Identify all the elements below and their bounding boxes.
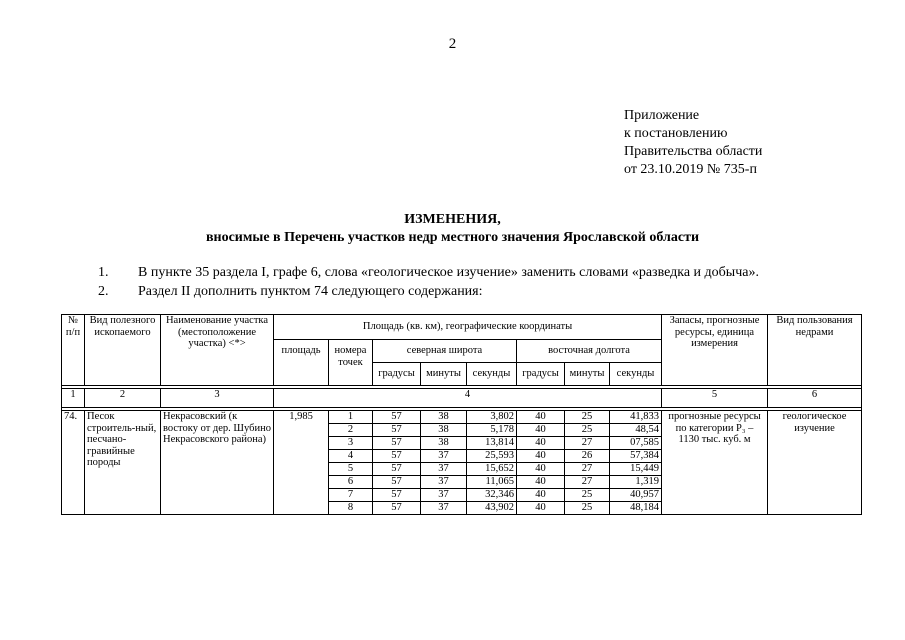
entry-site: Некрасовский (к востоку от дер. Шубино Некрасовского района) (161, 411, 274, 515)
east-deg: 40 (517, 502, 565, 515)
north-sec: 32,346 (467, 489, 517, 502)
north-deg: 57 (373, 411, 421, 424)
title-heading: ИЗМЕНЕНИЯ, (404, 212, 501, 227)
north-sec: 25,593 (467, 450, 517, 463)
entry-number: 74. (62, 411, 85, 515)
east-sec: 48,54 (610, 424, 662, 437)
east-min: 25 (565, 424, 610, 437)
east-sec: 41,833 (610, 411, 662, 424)
table-row (62, 411, 862, 424)
north-deg: 57 (373, 476, 421, 489)
point-number: 4 (329, 450, 373, 463)
list-item-text: В пункте 35 раздела I, графе 6, слова «геологическое изучение» заменить словами «разведка и добыча». (138, 265, 759, 280)
entry-area: 1,985 (274, 411, 329, 515)
list-item (98, 263, 759, 282)
entry-usage: геологическое изучение (768, 411, 862, 515)
entry-mineral: Песок строитель-ный, песчано-гравийные породы (85, 411, 161, 515)
header-area: площадь (274, 340, 329, 386)
amendment-list (98, 263, 759, 301)
column-number: 5 (662, 389, 768, 408)
page-number: 2 (448, 36, 457, 52)
north-sec: 43,902 (467, 502, 517, 515)
appendix-line: Правительства области (624, 144, 763, 159)
header-east-sec: секунды (610, 363, 662, 386)
document-title (0, 211, 905, 247)
header-east-min: минуты (565, 363, 610, 386)
point-number: 3 (329, 437, 373, 450)
east-min: 25 (565, 502, 610, 515)
header-north-deg: градусы (373, 363, 421, 386)
east-min: 26 (565, 450, 610, 463)
column-number: 4 (274, 389, 662, 408)
east-deg: 40 (517, 489, 565, 502)
east-sec: 40,957 (610, 489, 662, 502)
list-item-number: 2. (98, 284, 109, 299)
east-sec: 15,449 (610, 463, 662, 476)
header-num: № п/п (62, 315, 85, 386)
header-north-min: минуты (421, 363, 467, 386)
appendix-date-line: от 23.10.2019 № 735-п (624, 162, 757, 177)
north-deg: 57 (373, 424, 421, 437)
north-min: 38 (421, 424, 467, 437)
east-deg: 40 (517, 450, 565, 463)
east-sec: 57,384 (610, 450, 662, 463)
north-sec: 11,065 (467, 476, 517, 489)
east-min: 27 (565, 463, 610, 476)
north-sec: 15,652 (467, 463, 517, 476)
header-area-coords: Площадь (кв. км), географические координаты (274, 315, 662, 340)
header-north-sec: секунды (467, 363, 517, 386)
header-mineral: Вид полезного ископаемого (85, 315, 161, 386)
subsoil-sites-table (61, 314, 862, 515)
east-deg: 40 (517, 476, 565, 489)
north-deg: 57 (373, 450, 421, 463)
north-deg: 57 (373, 489, 421, 502)
north-min: 38 (421, 437, 467, 450)
point-number: 6 (329, 476, 373, 489)
point-number: 5 (329, 463, 373, 476)
header-usage: Вид пользования недрами (768, 315, 862, 386)
east-deg: 40 (517, 424, 565, 437)
north-min: 37 (421, 450, 467, 463)
column-number: 1 (62, 389, 85, 408)
column-number: 6 (768, 389, 862, 408)
list-item-text: Раздел II дополнить пунктом 74 следующего содержания: (138, 284, 483, 299)
north-min: 37 (421, 489, 467, 502)
east-sec: 48,184 (610, 502, 662, 515)
appendix-block (624, 107, 762, 179)
header-reserves: Запасы, прогнозные ресурсы, единица измерения (662, 315, 768, 386)
header-point: номера точек (329, 340, 373, 386)
east-deg: 40 (517, 463, 565, 476)
east-min: 27 (565, 437, 610, 450)
point-number: 1 (329, 411, 373, 424)
north-deg: 57 (373, 437, 421, 450)
column-number: 2 (85, 389, 161, 408)
north-min: 37 (421, 502, 467, 515)
east-deg: 40 (517, 411, 565, 424)
north-sec: 13,814 (467, 437, 517, 450)
point-number: 2 (329, 424, 373, 437)
east-deg: 40 (517, 437, 565, 450)
north-min: 37 (421, 463, 467, 476)
east-min: 27 (565, 476, 610, 489)
north-min: 38 (421, 411, 467, 424)
appendix-line: Приложение (624, 108, 700, 123)
header-site: Наименование участка (местоположение участка) <*> (161, 315, 274, 386)
header-east-deg: градусы (517, 363, 565, 386)
appendix-line: к постановлению (624, 126, 728, 141)
header-east: восточная долгота (517, 340, 662, 363)
point-number: 7 (329, 489, 373, 502)
column-number-row (62, 389, 862, 408)
header-north: северная широта (373, 340, 517, 363)
east-min: 25 (565, 489, 610, 502)
north-sec: 5,178 (467, 424, 517, 437)
north-deg: 57 (373, 502, 421, 515)
point-number: 8 (329, 502, 373, 515)
east-sec: 07,585 (610, 437, 662, 450)
column-number: 3 (161, 389, 274, 408)
north-deg: 57 (373, 463, 421, 476)
entry-reserves: прогнозные ресурсы по категории Р₃ – 1130 тыс. куб. м (662, 411, 768, 515)
east-min: 25 (565, 411, 610, 424)
north-min: 37 (421, 476, 467, 489)
list-item-number: 1. (98, 265, 109, 280)
title-subheading: вносимые в Перечень участков недр местного значения Ярославской области (205, 230, 700, 245)
list-item (98, 282, 759, 301)
east-sec: 1,319 (610, 476, 662, 489)
north-sec: 3,802 (467, 411, 517, 424)
